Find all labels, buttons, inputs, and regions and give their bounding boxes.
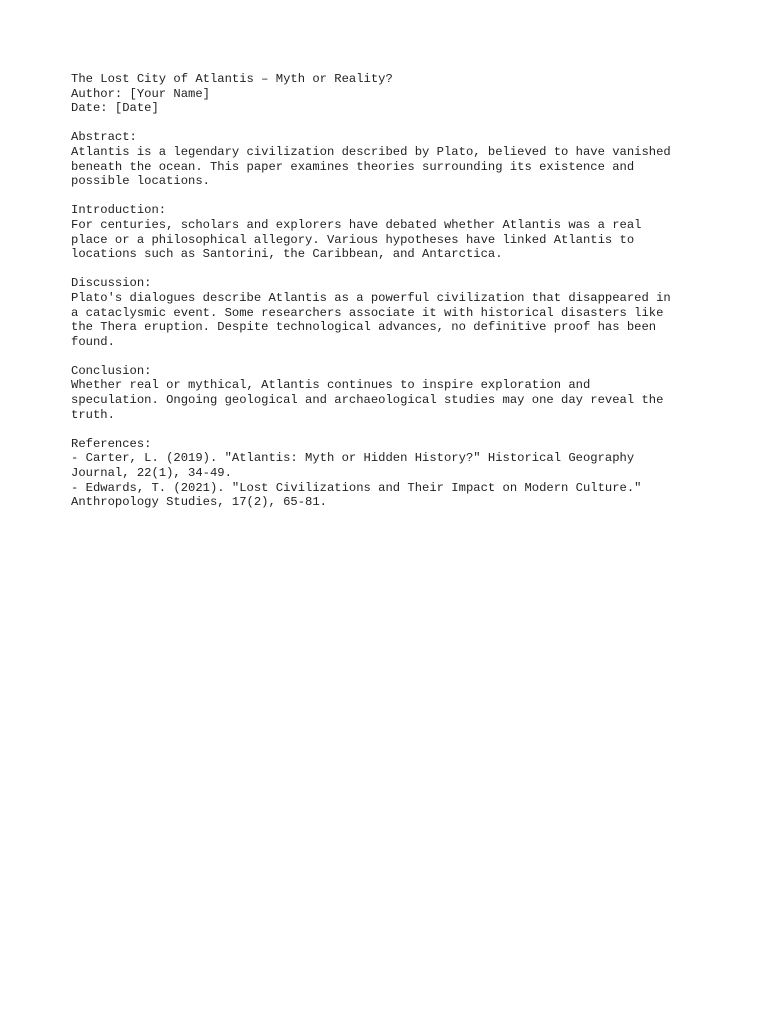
discussion-line: Plato's dialogues describe Atlantis as a powerful civilization that disappeared in — [71, 290, 671, 305]
discussion-section — [71, 276, 711, 349]
document-page — [71, 72, 711, 510]
conclusion-section — [71, 364, 711, 422]
abstract-section — [71, 130, 711, 188]
discussion-line: found. — [71, 334, 115, 349]
introduction-line: locations such as Santorini, the Caribbean, and Antarctica. — [71, 247, 503, 262]
conclusion-line: truth. — [71, 407, 115, 422]
reference-entry: Anthropology Studies, 17(2), 65-81. — [71, 495, 327, 510]
conclusion-heading: Conclusion: — [71, 363, 152, 378]
document-date: Date: [Date] — [71, 101, 159, 116]
abstract-line: possible locations. — [71, 174, 210, 189]
reference-entry: - Edwards, T. (2021). "Lost Civilizations and Their Impact on Modern Culture." — [71, 480, 642, 495]
reference-entry: Journal, 22(1), 34-49. — [71, 466, 232, 481]
introduction-line: For centuries, scholars and explorers have debated whether Atlantis was a real — [71, 217, 642, 232]
abstract-line: Atlantis is a legendary civilization described by Plato, believed to have vanished — [71, 144, 671, 159]
discussion-heading: Discussion: — [71, 276, 152, 291]
conclusion-line: speculation. Ongoing geological and archaeological studies may one day reveal the — [71, 393, 664, 408]
introduction-line: place or a philosophical allegory. Various hypotheses have linked Atlantis to — [71, 232, 635, 247]
document-title: The Lost City of Atlantis – Myth or Reality? — [71, 72, 393, 86]
references-heading: References: — [71, 436, 152, 451]
discussion-line: a cataclysmic event. Some researchers associate it with historical disasters like — [71, 305, 664, 320]
reference-entry: - Carter, L. (2019). "Atlantis: Myth or Hidden History?" Historical Geography — [71, 451, 635, 466]
abstract-line: beneath the ocean. This paper examines theories surrounding its existence and — [71, 159, 635, 174]
conclusion-line: Whether real or mythical, Atlantis continues to inspire exploration and — [71, 378, 591, 393]
discussion-line: the Thera eruption. Despite technological advances, no definitive proof has been — [71, 320, 657, 335]
introduction-heading: Introduction: — [71, 203, 167, 218]
references-section — [71, 437, 711, 510]
abstract-heading: Abstract: — [71, 130, 137, 145]
introduction-section — [71, 203, 711, 261]
document-header — [71, 72, 711, 116]
document-author: Author: [Your Name] — [71, 86, 210, 101]
